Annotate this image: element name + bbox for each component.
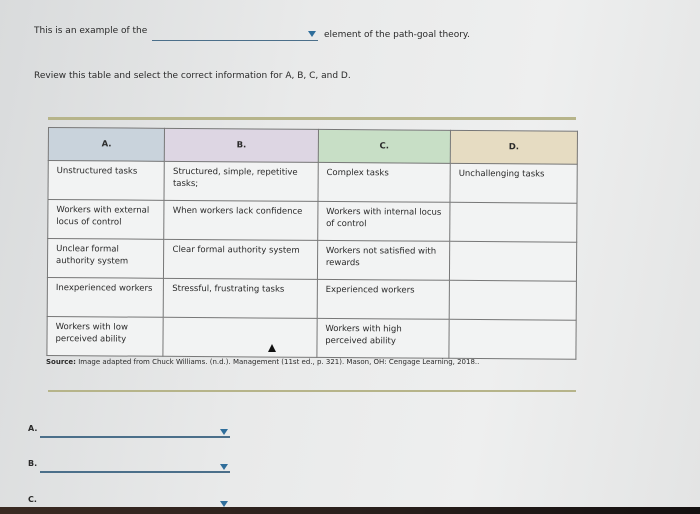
dropdown-arrow-icon <box>308 31 316 37</box>
source-label: Source: <box>46 358 76 366</box>
table-cell: Workers with low perceived ability <box>47 316 164 356</box>
table-row <box>47 277 576 320</box>
column-header-a: A. <box>48 128 165 162</box>
table-cell <box>163 317 317 357</box>
answer-a-dropdown[interactable] <box>40 426 230 438</box>
table-row <box>47 239 576 282</box>
dropdown-arrow-icon <box>220 464 228 470</box>
table-row <box>48 200 577 243</box>
table-row <box>48 161 577 204</box>
table-cell: Clear formal authority system <box>164 239 318 279</box>
table-cell: Complex tasks <box>318 162 451 202</box>
path-goal-table <box>46 127 578 360</box>
table-cell: Workers with internal locus of control <box>317 201 450 241</box>
answer-b-dropdown[interactable] <box>40 461 230 473</box>
answer-c-dropdown[interactable] <box>40 497 230 507</box>
table-row <box>47 316 576 359</box>
table-cell <box>449 280 576 320</box>
question-text-before: This is an example of the <box>34 26 148 36</box>
table-cell: Experienced workers <box>317 279 450 319</box>
column-header-b: B. <box>165 128 319 162</box>
question-text-after: element of the path-goal theory. <box>324 30 470 40</box>
table-cell <box>449 241 576 281</box>
table-cell <box>450 202 577 242</box>
divider-bottom <box>48 390 576 392</box>
table-cell: Unclear formal authority system <box>47 239 164 279</box>
table-cell: Workers with high perceived ability <box>317 318 450 358</box>
table-cell: Unstructured tasks <box>48 161 165 201</box>
table-cell: Workers not satisfied with rewards <box>317 240 450 280</box>
table-cell: Inexperienced workers <box>47 277 164 317</box>
table-instruction: Review this table and select the correct information for A, B, C, and D. <box>34 71 351 81</box>
table-cell: When workers lack confidence <box>164 200 318 240</box>
table-cell: Workers with external locus of control <box>48 200 165 240</box>
column-header-c: C. <box>318 129 450 163</box>
answer-a-label: A. <box>28 424 38 433</box>
path-goal-element-dropdown[interactable] <box>152 30 318 41</box>
dropdown-arrow-icon <box>220 429 228 435</box>
mouse-cursor-icon <box>268 344 276 352</box>
source-citation <box>46 358 479 366</box>
divider-top <box>48 117 576 120</box>
table-cell: Structured, simple, repetitive tasks; <box>164 161 318 201</box>
answer-b-label: B. <box>28 459 38 468</box>
table-cell: Stressful, frustrating tasks <box>164 278 318 318</box>
screen-bezel <box>0 507 700 514</box>
table-cell: Unchallenging tasks <box>450 163 577 203</box>
table-cell <box>449 319 576 359</box>
answer-c-label: C. <box>28 495 37 504</box>
source-text: Image adapted from Chuck Williams. (n.d.). Management (11st ed., p. 321). Mason, OH: Cengage Learning, 2018.. <box>78 358 480 366</box>
column-header-d: D. <box>450 130 577 164</box>
